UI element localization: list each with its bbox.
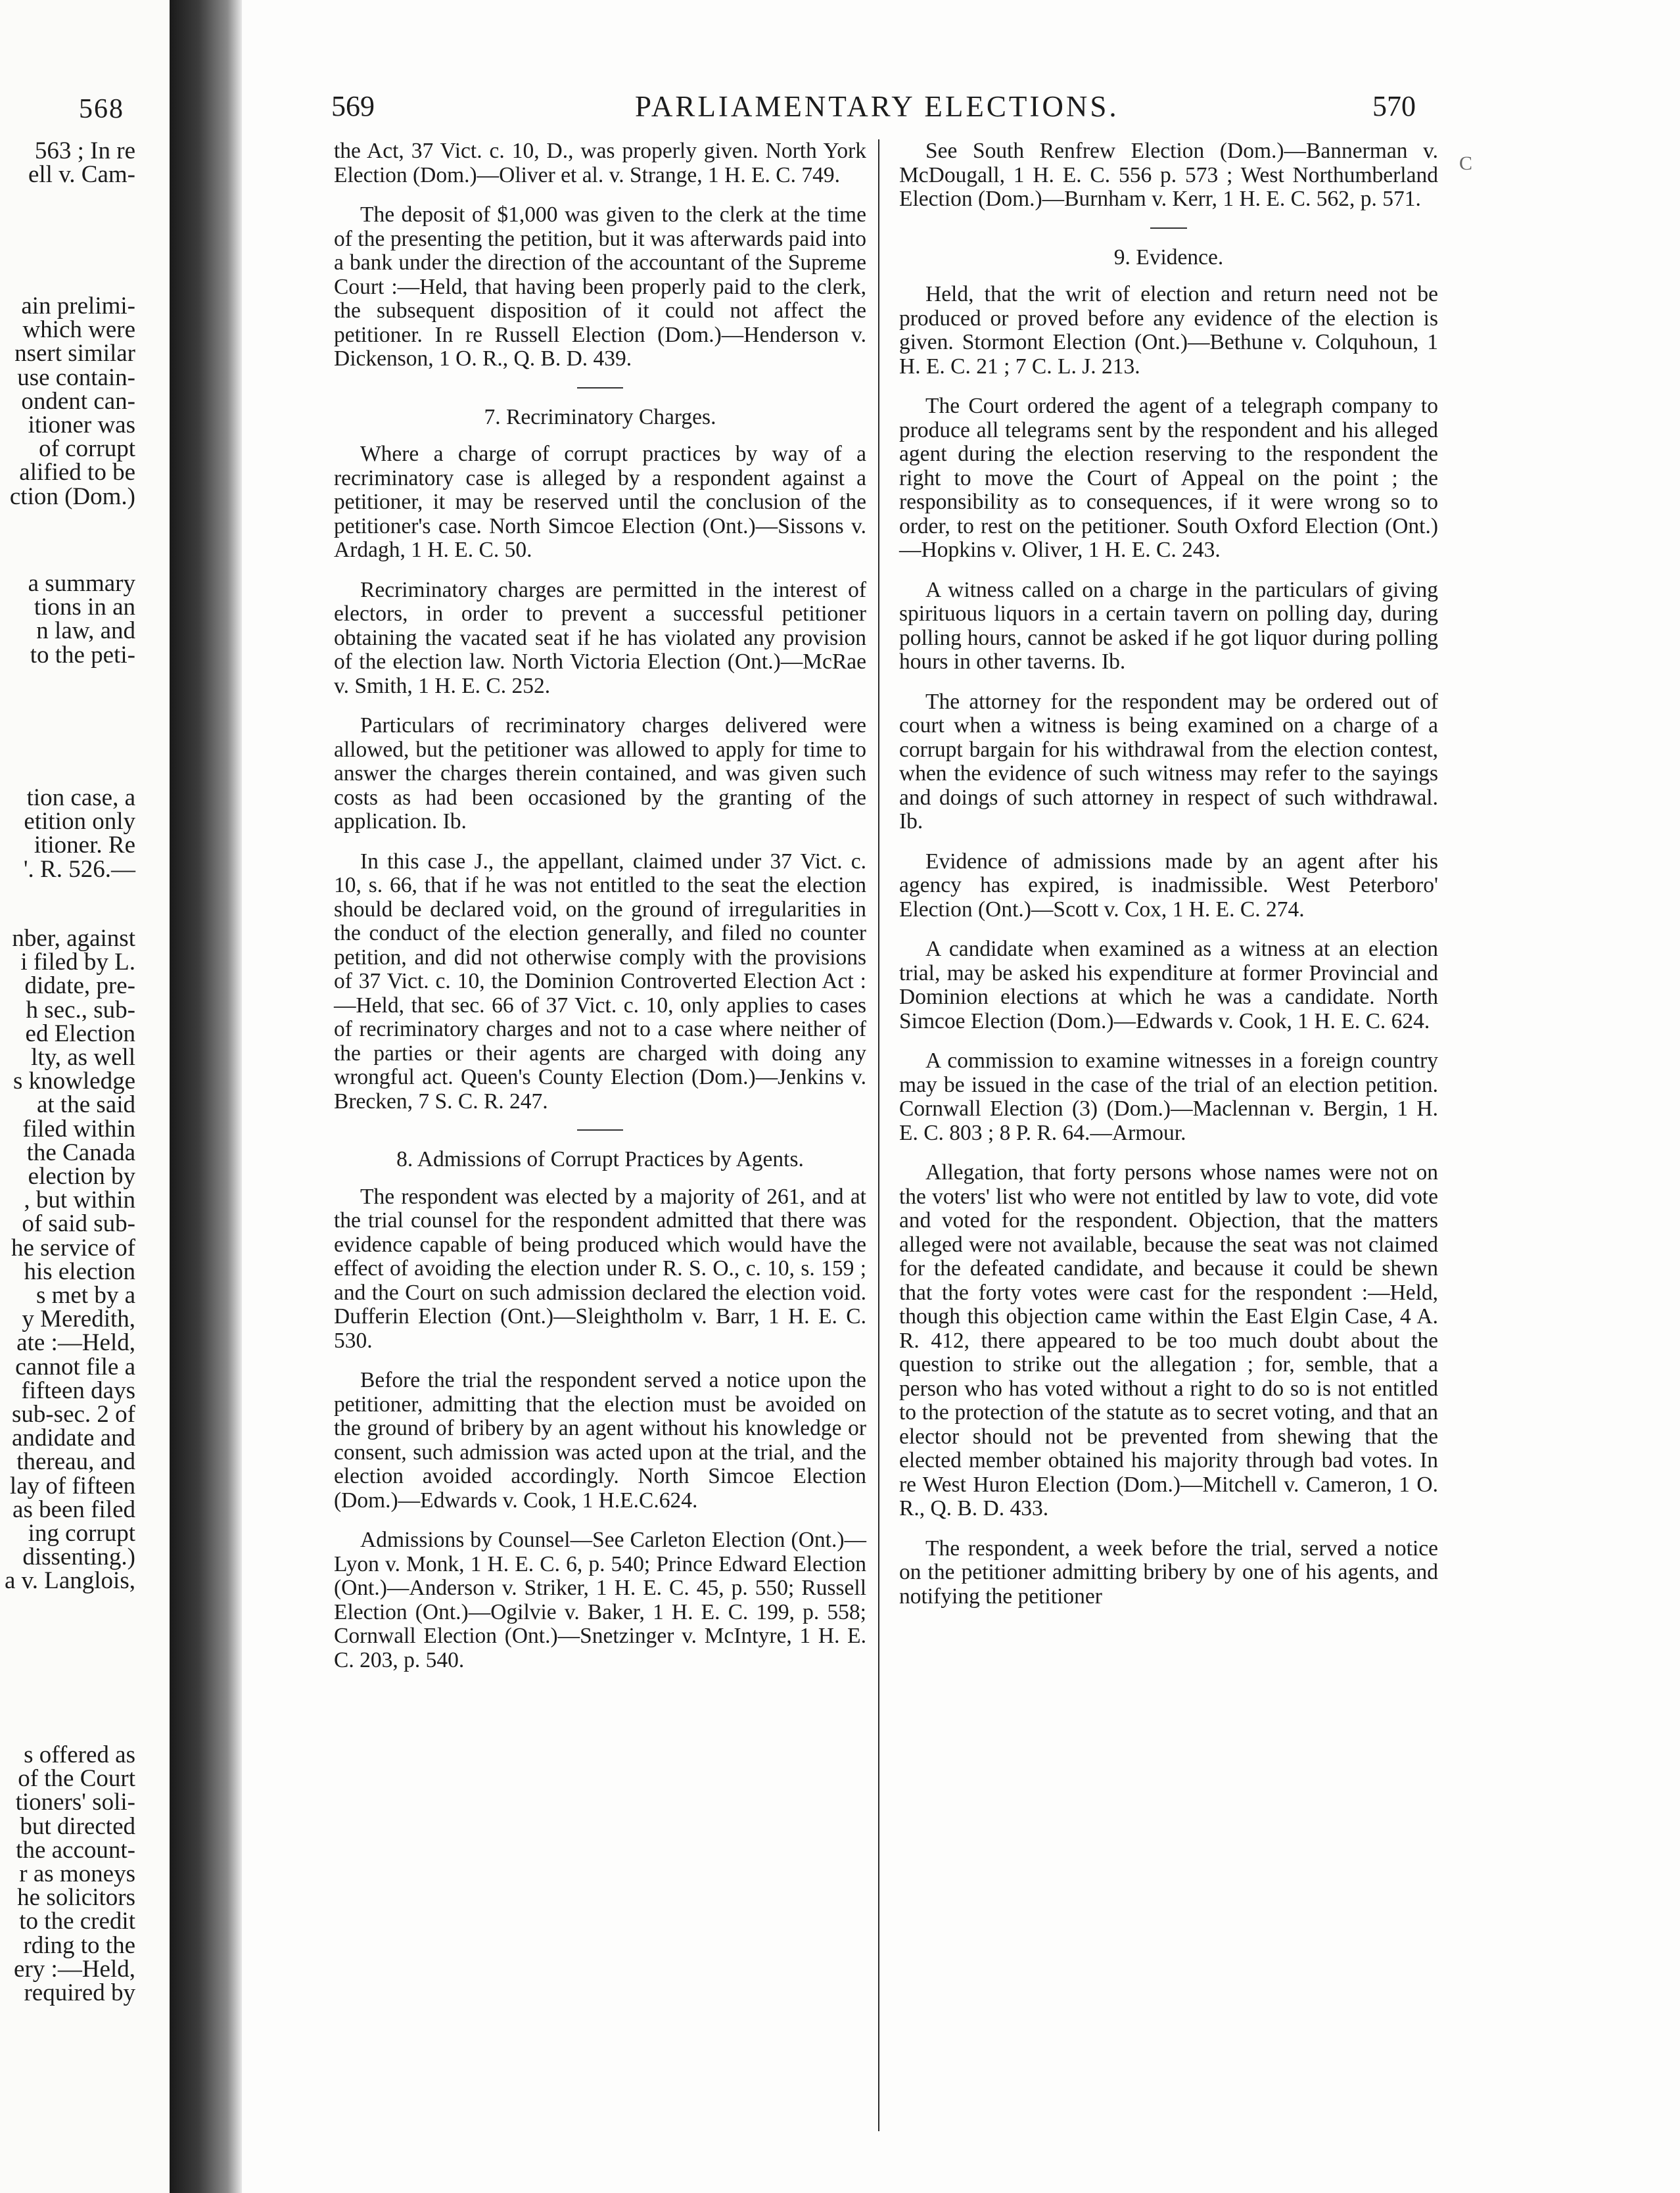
paragraph: The respondent, a week before the trial, served a notice on the petitioner admitting bribery by one of his agents, and notifying the petitioner	[899, 1536, 1438, 1609]
left-page-line: of corrupt	[39, 435, 135, 463]
paragraph: Before the trial the respondent served a notice upon the petitioner, admitting that the election must be avoided on the ground of bribery by an agent without his knowledge or consent, such admission was acted upon at the trial, and the election avoided accordingly. North Simcoe Election (Dom.)—Edwards v. Cook, 1 H.E.C.624.	[334, 1368, 866, 1513]
paragraph: Evidence of admissions made by an agent after his agency has expired, is inadmissible. West Peterboro' Election (Ont.)—Scott v. Cox, 1 H. E. C. 274.	[899, 849, 1438, 922]
paragraph: In this case J., the appellant, claimed under 37 Vict. c. 10, s. 66, that if he was not entitled to the seat the election should be declared void, on the ground of irregularities in the conduct of the election generally, and filed no counter petition, and did not otherwise comply with the provisions of 37 Vict. c. 10, the Dominion Controverted Election Act :—Held, that sec. 66 of 37 Vict. c. 10, only applies to cases of recriminatory charges and not to a case where neither of the parties or their agents are charged with doing any wrongful act. Queen's County Election (Dom.)—Jenkins v. Brecken, 7 S. C. R. 247.	[334, 849, 866, 1114]
left-page-line: h sec., sub-	[26, 996, 135, 1024]
left-page-text-block	[5, 927, 135, 1593]
column-divider	[878, 139, 879, 2131]
section-heading-7: 7. Recriminatory Charges.	[484, 404, 716, 429]
left-page-line: sub-sec. 2 of	[11, 1401, 135, 1428]
running-head: PARLIAMENTARY ELECTIONS.	[635, 90, 1119, 123]
left-page-line: to the peti-	[30, 641, 135, 669]
left-page-line: nber, against	[12, 925, 135, 952]
paragraph: The attorney for the respondent may be ordered out of court when a witness is being examined on a charge of a corrupt bargain for his withdrawal from the election contest, when the evidence of such witness may refer to the sayings and doings of such attorney in respect of such withdrawal. Ib.	[899, 689, 1438, 834]
left-page-line: but directed	[20, 1812, 135, 1840]
section-divider	[577, 1129, 623, 1131]
left-page-line: of the Court	[18, 1765, 135, 1793]
left-page-line: the account-	[16, 1836, 135, 1864]
left-page-line: s offered as	[24, 1741, 135, 1768]
left-page-line: the Canada	[26, 1139, 135, 1166]
paragraph: A candidate when examined as a witness at an election trial, may be asked his expenditure at former Provincial and Dominion elections at which he was a candidate. North Simcoe Election (Dom.)—Edwards v. Cook, 1 H. E. C. 624.	[899, 937, 1438, 1033]
left-page-text-block	[10, 295, 135, 509]
left-page-line: i filed by L.	[20, 949, 135, 976]
left-page-line: ed Election	[25, 1020, 135, 1047]
section-heading-8: 8. Admissions of Corrupt Practices by Agents.	[396, 1147, 804, 1171]
left-page-line: his election	[24, 1258, 135, 1285]
left-page-line: , but within	[24, 1187, 135, 1214]
main-page	[242, 0, 1680, 2193]
section-heading-9: 9. Evidence.	[1113, 245, 1224, 270]
page-number-570: 570	[1372, 90, 1416, 122]
left-page-line: which were	[22, 316, 135, 344]
paragraph: The deposit of $1,000 was given to the clerk at the time of the presenting the petition, but it was afterwards paid into a bank under the direction of the accountant of the Supreme Court :—Held, that having been properly paid to the clerk, the subsequent disposition of it could not affect the petitioner. In re Russell Election (Dom.)—Henderson v. Dickenson, 1 O. R., Q. B. D. 439.	[334, 202, 866, 371]
left-page-line: tion case, a	[26, 784, 135, 811]
left-page-line: fifteen days	[21, 1377, 135, 1404]
left-page-line: at the said	[36, 1091, 135, 1119]
left-page-line: andidate and	[12, 1425, 135, 1452]
left-page-line: he service of	[11, 1234, 135, 1262]
left-page-line: lay of fifteen	[9, 1472, 135, 1499]
left-page-line: lty, as well	[31, 1044, 135, 1072]
right-column	[899, 139, 1438, 1624]
section-divider	[577, 387, 623, 389]
left-page-line: a summary	[28, 570, 135, 597]
left-page-line: as been filed	[12, 1496, 135, 1523]
paragraph: See South Renfrew Election (Dom.)—Bannerman v. McDougall, 1 H. E. C. 556 p. 573 ; West Northumberland Election (Dom.)—Burnham v. Kerr, 1 H. E. C. 562, p. 571.	[899, 139, 1438, 211]
left-page-line: use contain-	[17, 364, 135, 391]
left-page-line: itioner. Re	[34, 832, 135, 859]
left-page-line: '. R. 526.—	[23, 855, 135, 883]
section-divider	[1150, 227, 1187, 229]
paragraph: Admissions by Counsel—See Carleton Election (Ont.)—Lyon v. Monk, 1 H. E. C. 6, p. 540; Prince Edward Election (Ont.)—Anderson v. Striker, 1 H. E. C. 45, p. 550; Russell Election (Ont.)—Ogilvie v. Baker, 1 H. E. C. 199, p. 558; Cornwall Election (Ont.)—Snetzinger v. McIntyre, 1 H. E. C. 203, p. 540.	[334, 1528, 866, 1672]
left-page-line: n law, and	[36, 617, 135, 645]
left-page-line: s knowledge	[13, 1068, 135, 1095]
left-page-line: r as moneys	[19, 1860, 135, 1888]
left-page-line: dissenting.)	[22, 1544, 135, 1571]
paragraph: Particulars of recriminatory charges delivered were allowed, but the petitioner was allowed to apply for time to answer the charges therein contained, and was given such costs as had been occasioned by the granting of the application. Ib.	[334, 713, 866, 834]
left-page-line: tions in an	[34, 594, 135, 621]
left-page-line: to the credit	[19, 1908, 135, 1935]
paragraph: The respondent was elected by a majority of 261, and at the trial counsel for the respondent admitted that there was evidence capable of being produced which would have the effect of avoiding the election under R. S. O., c. 10, s. 159 ; and the Court on such admission declared the election void. Dufferin Election (Ont.)—Sleightholm v. Barr, 1 H. E. C. 530.	[334, 1184, 866, 1353]
left-page-line: y Meredith,	[22, 1306, 135, 1333]
left-page-line: he solicitors	[17, 1884, 135, 1912]
left-page-text-block	[24, 786, 135, 882]
paragraph: A commission to examine witnesses in a foreign country may be issued in the case of the trial of an election petition. Cornwall Election (3) (Dom.)—Maclennan v. Bergin, 1 H. E. C. 803 ; 8 P. R. 64.—Armour.	[899, 1049, 1438, 1145]
page-number-569: 569	[331, 90, 375, 122]
left-page-line: ing corrupt	[28, 1520, 135, 1547]
left-page-line: tioners' soli-	[15, 1789, 135, 1816]
paragraph: Where a charge of corrupt practices by way of a recriminatory case is alleged by a respondent against a petitioner, it may be reserved until the conclusion of the petitioner's case. North Simcoe Election (Ont.)—Sissons v. Ardagh, 1 H. E. C. 50.	[334, 442, 866, 562]
left-page-line: rding to the	[23, 1931, 135, 1959]
left-page-line: thereau, and	[16, 1448, 135, 1476]
left-page-text-block	[28, 139, 135, 187]
left-page-line: ondent can-	[21, 387, 135, 415]
left-page-line: election by	[28, 1163, 135, 1191]
left-page-text-block	[28, 572, 135, 667]
left-page-line: of said sub-	[22, 1210, 135, 1238]
left-page-number: 568	[79, 94, 124, 124]
left-column	[334, 139, 866, 1688]
left-page-fragment	[0, 0, 170, 2193]
left-page-line: ction (Dom.)	[9, 483, 135, 510]
left-page-line: 563 ; In re	[34, 137, 135, 164]
paragraph: the Act, 37 Vict. c. 10, D., was properly given. North York Election (Dom.)—Oliver et al. v. Strange, 1 H. E. C. 749.	[334, 139, 866, 187]
left-page-line: cannot file a	[15, 1353, 135, 1380]
left-page-line: ell v. Cam-	[28, 161, 135, 189]
left-page-text-block	[14, 1743, 135, 2005]
left-page-line: alified to be	[19, 459, 135, 486]
left-page-line: s met by a	[35, 1282, 135, 1309]
left-page-line: filed within	[22, 1115, 135, 1143]
margin-mark: C	[1459, 153, 1473, 174]
left-page-line: required by	[24, 1979, 135, 2007]
left-page-line: ery :—Held,	[14, 1955, 135, 1983]
left-page-line: didate, pre-	[24, 972, 135, 1000]
left-page-line: nsert similar	[14, 340, 135, 367]
left-page-line: ate :—Held,	[16, 1329, 135, 1357]
paragraph: Held, that the writ of election and return need not be produced or proved before any evidence of the election is given. Stormont Election (Ont.)—Bethune v. Colquhoun, 1 H. E. C. 21 ; 7 C. L. J. 213.	[899, 282, 1438, 379]
left-page-line: ain prelimi-	[21, 293, 135, 319]
paragraph: Recriminatory charges are permitted in the interest of electors, in order to prevent a successful petitioner obtaining the vacated seat if he has violated any provision of the election law. North Victoria Election (Ont.)—McRae v. Smith, 1 H. E. C. 252.	[334, 577, 866, 698]
left-page-line: etition only	[24, 808, 135, 836]
paragraph: A witness called on a charge in the particulars of giving spirituous liquors in a certain tavern on polling day, during polling hours, cannot be asked if he got liquor during polling hours in other taverns. Ib.	[899, 577, 1438, 674]
left-page-line: itioner was	[28, 412, 135, 439]
left-page-line: a v. Langlois,	[4, 1567, 135, 1595]
paragraph: Allegation, that forty persons whose names were not on the voters' list who were not entitled by law to vote, did vote and voted for the respondent. Objection, that the matters alleged were not available, because the seat was not claimed for the defeated candidate, and because it could be shewn that the forty votes were cast for the respondent :—Held, though this objection came within the East Elgin Case, 4 A. R. 412, there appeared to be too much doubt about the question to strike out the allegation ; for, semble, that a person who has voted without a right to do so is not entitled to the protection of the statute as to secret voting, and that an elector should not be prevented from shewing that the elected member obtained his majority through bad votes. In re West Huron Election (Dom.)—Mitchell v. Cameron, 1 O. R., Q. B. D. 433.	[899, 1160, 1438, 1521]
paragraph: The Court ordered the agent of a telegraph company to produce all telegrams sent by the respondent and his alleged agent during the election reserving to the respondent the right to move the Court of Appeal on the point ; the responsibility as to consequences, if it were wrong so to order, to rest on the petitioner. South Oxford Election (Ont.)—Hopkins v. Oliver, 1 H. E. C. 243.	[899, 394, 1438, 562]
book-gutter-shadow	[170, 0, 242, 2193]
